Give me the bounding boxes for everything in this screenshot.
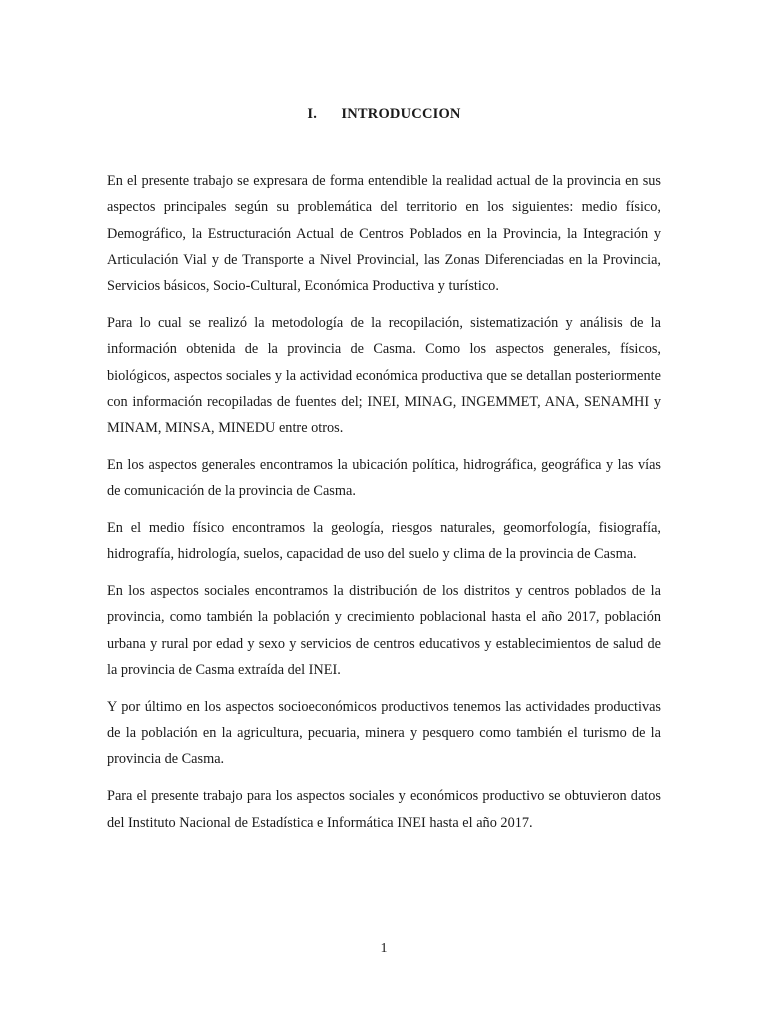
paragraph-5: En los aspectos sociales encontramos la distribución de los distritos y centros poblados de la provincia, como también la población y crecimiento poblacional hasta el año 2017, población urbana y rural por edad y sexo y servicios de centros educativos y establecimientos de salud de la provincia de Casma extraída del INEI. (107, 583, 661, 679)
paragraph-4: En el medio físico encontramos la geología, riesgos naturales, geomorfología, fisiografía, hidrografía, hidrología, suelos, capacidad de uso del suelo y clima de la provincia de Casma. (107, 520, 661, 563)
paragraph-6: Y por último en los aspectos socioeconómicos productivos tenemos las actividades productivas de la población en la agricultura, pecuaria, minera y pesquero como también el turismo de la provincia de Casma. (107, 698, 661, 768)
paragraph-3: En los aspectos generales encontramos la ubicación política, hidrográfica, geográfica y las vías de comunicación de la provincia de Casma. (107, 456, 661, 500)
paragraph-2: Para lo cual se realizó la metodología de la recopilación, sistematización y análisis de la información obtenida de la provincia de Casma. Como los aspectos generales, físicos, biológicos, aspectos sociales y la actividad económica productiva que se detallan posteriormente con información recopiladas de fuentes del; INEI, MINAG, INGEMMET, ANA, SENAMHI y MINAM, MINSA, MINEDU entre otros. (107, 314, 661, 437)
body-text (107, 168, 661, 846)
page-number: 1 (380, 941, 388, 956)
paragraph-7: Para el presente trabajo para los aspectos sociales y económicos productivo se obtuvieron datos del Instituto Nacional de Estadística e Informática INEI hasta el año 2017. (107, 788, 661, 831)
section-heading (0, 106, 768, 123)
section-number: I. (307, 106, 318, 122)
section-title: INTRODUCCION (341, 106, 461, 122)
paragraph-1: En el presente trabajo se expresara de forma entendible la realidad actual de la provincia en sus aspectos principales según su problemática del territorio en los siguientes: medio físico, Demográfico, la Estructuración Actual de Centros Poblados en la Provincia, la Integración y Articulación Vial y de Transporte a Nivel Provincial, las Zonas Diferenciadas en la Provincia, Servicios básicos, Socio-Cultural, Económica Productiva y turístico. (107, 173, 661, 295)
